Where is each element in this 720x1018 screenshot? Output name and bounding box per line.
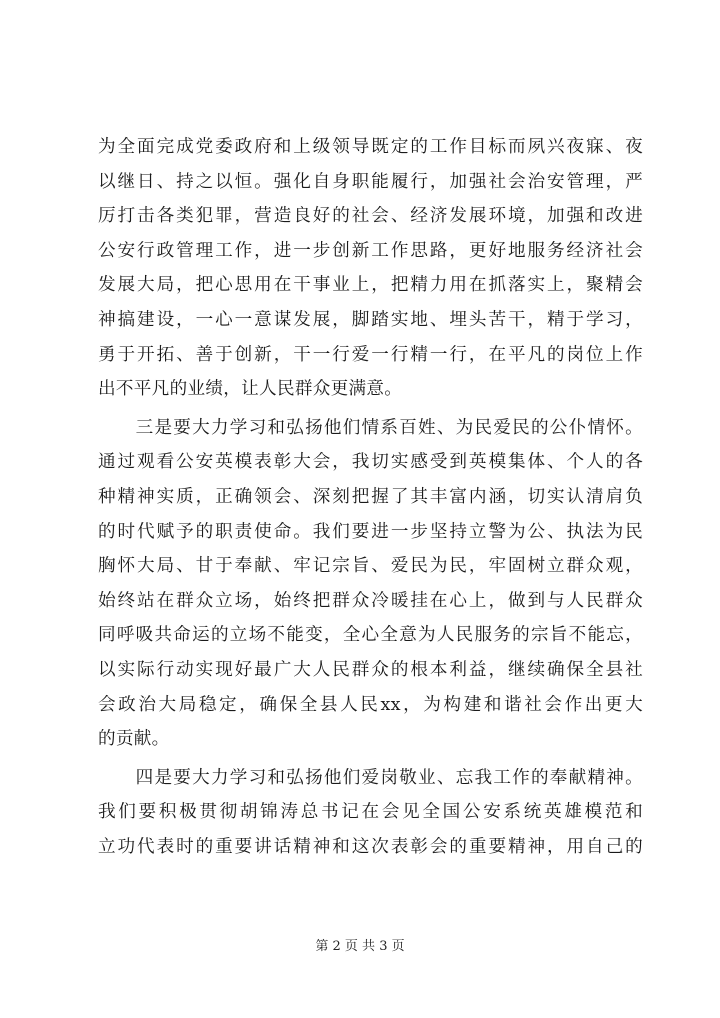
text-line: 以实际行动实现好最广大人民群众的根本利益，继续确保全县社 [98, 659, 643, 680]
text-line: 始终站在群众立场，始终把群众冷暖挂在心上，做到与人民群众 [98, 590, 643, 611]
text-line: 公安行政管理工作，进一步创新工作思路，更好地服务经济社会 [98, 240, 643, 261]
text-line: 勇于开拓、善于创新，干一行爱一行精一行，在平凡的岗位上作 [98, 344, 643, 365]
text-line: 胸怀大局、甘于奉献、牢记宗旨、爱民为民，牢固树立群众观， [98, 556, 643, 577]
text-line: 三是要大力学习和弘扬他们情系百姓、为民爱民的公仆情怀。 [98, 417, 643, 438]
text-line: 我们要积极贯彻胡锦涛总书记在会见全国公安系统英雄模范和 [98, 802, 643, 823]
text-line: 的时代赋予的职责使命。我们要进一步坚持立警为公、执法为民 [98, 521, 643, 542]
text-line: 发展大局，把心思用在干事业上，把精力用在抓落实上，聚精会 [98, 275, 643, 296]
page-number-label: 第 2 页 共 3 页 [315, 939, 405, 954]
text-line: 四是要大力学习和弘扬他们爱岗敬业、忘我工作的奉献精神。 [98, 767, 643, 788]
text-line: 厉打击各类犯罪，营造良好的社会、经济发展环境，加强和改进 [98, 206, 643, 227]
text-line: 立功代表时的重要讲话精神和这次表彰会的重要精神，用自己的 [98, 836, 643, 857]
document-body [98, 130, 643, 864]
text-line: 种精神实质，正确领会、深刻把握了其丰富内涵，切实认清肩负 [98, 486, 643, 507]
paragraph-1 [98, 130, 643, 407]
text-line: 以继日、持之以恒。强化自身职能履行，加强社会治安管理，严 [98, 171, 643, 192]
text-line: 通过观看公安英模表彰大会，我切实感受到英模集体、个人的各 [98, 452, 643, 473]
text-line: 神搞建设，一心一意谋发展，脚踏实地、埋头苦干，精于学习， [98, 309, 643, 330]
paragraph-3 [98, 761, 643, 865]
text-line: 的贡献。 [98, 729, 170, 750]
text-line: 为全面完成党委政府和上级领导既定的工作目标而夙兴夜寐、夜 [98, 137, 643, 157]
page-footer [0, 938, 720, 956]
text-line: 同呼吸共命运的立场不能变，全心全意为人民服务的宗旨不能忘， [98, 625, 643, 646]
paragraph-2 [98, 411, 643, 757]
text-line: 出不平凡的业绩，让人民群众更满意。 [98, 379, 403, 400]
text-line: 会政治大局稳定，确保全县人民xx，为构建和谐社会作出更大 [98, 694, 643, 715]
